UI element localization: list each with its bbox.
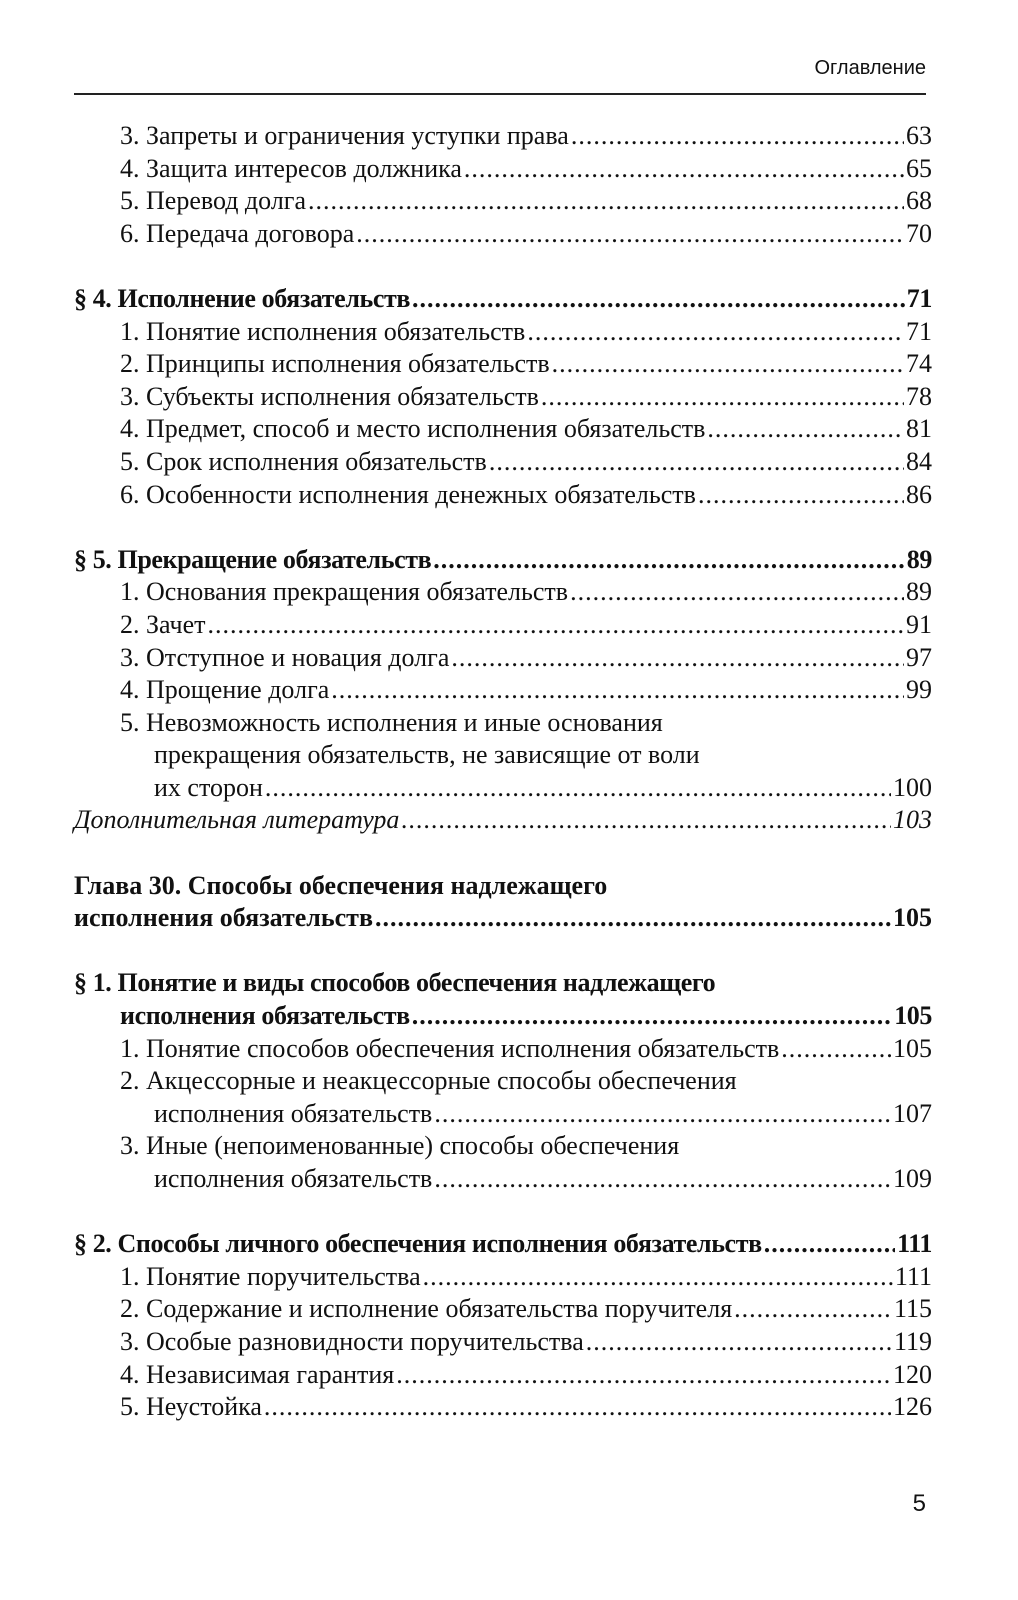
toc-section-title-cont: исполнения обязательств bbox=[120, 1001, 410, 1031]
toc-entry-page: 119 bbox=[893, 1326, 932, 1356]
toc-section-title: § 5. Прекращение обязательств bbox=[74, 544, 432, 574]
dot-leader bbox=[434, 1163, 891, 1196]
toc-entry[interactable] bbox=[74, 153, 932, 186]
toc-entry-page: 74 bbox=[906, 349, 932, 379]
toc-entry-label: 3. Субъекты исполнения обязательств bbox=[120, 381, 539, 411]
toc-section-heading[interactable] bbox=[74, 283, 932, 316]
toc-entry[interactable] bbox=[74, 1293, 932, 1326]
toc-entry-page: 81 bbox=[906, 414, 932, 444]
toc-entry-page: 65 bbox=[906, 153, 932, 183]
toc-section-page: 71 bbox=[906, 283, 932, 313]
toc-entry-label: 4. Предмет, способ и место исполнения обязательств bbox=[120, 414, 706, 444]
toc-entry-page: 109 bbox=[893, 1164, 932, 1193]
toc-literature[interactable] bbox=[74, 804, 932, 837]
toc-entry-page: 105 bbox=[893, 1033, 932, 1063]
toc-section-page: 111 bbox=[897, 1229, 932, 1259]
toc-literature-label: Дополнительная литература bbox=[74, 805, 400, 835]
spacer bbox=[74, 250, 932, 283]
toc-section-title: § 4. Исполнение обязательств bbox=[74, 283, 411, 313]
dot-leader bbox=[552, 348, 904, 381]
toc-section-heading[interactable] bbox=[74, 1000, 932, 1033]
toc-section-title: § 2. Способы личного обеспечения исполнения обязательств bbox=[74, 1229, 762, 1259]
toc-entry-page: 86 bbox=[906, 479, 932, 509]
toc-entry[interactable] bbox=[74, 1261, 932, 1294]
toc-entry-page: 71 bbox=[906, 316, 932, 346]
dot-leader bbox=[412, 283, 905, 316]
toc-entry-label: 6. Особенности исполнения денежных обязательств bbox=[120, 479, 696, 509]
toc-entry-label: 1. Понятие исполнения обязательств bbox=[120, 316, 526, 346]
toc-entry[interactable] bbox=[74, 609, 932, 642]
toc-entry-page: 111 bbox=[894, 1261, 932, 1291]
toc-entry-label: 3. Запреты и ограничения уступки права bbox=[120, 121, 569, 150]
toc-entry-label: 4. Независимая гарантия bbox=[120, 1359, 395, 1389]
dot-leader bbox=[707, 413, 904, 446]
toc-entry-page: 91 bbox=[906, 609, 932, 639]
toc-entry[interactable] bbox=[74, 1359, 932, 1392]
toc-entry-label: исполнения обязательств bbox=[154, 1098, 433, 1128]
toc-entry[interactable] bbox=[74, 479, 932, 512]
toc-entry[interactable] bbox=[74, 674, 932, 707]
toc-entry-page: 120 bbox=[893, 1359, 932, 1389]
dot-leader bbox=[433, 544, 905, 577]
toc-entry-line: 5. Невозможность исполнения и иные основания bbox=[120, 707, 663, 737]
toc-entry[interactable] bbox=[74, 1098, 932, 1131]
toc-entry-label: 2. Принципы исполнения обязательств bbox=[120, 349, 550, 379]
toc-entry-page: 68 bbox=[906, 186, 932, 216]
table-of-contents bbox=[74, 120, 932, 1424]
toc-entry-label: 4. Защита интересов должника bbox=[120, 153, 462, 183]
dot-leader bbox=[208, 609, 904, 642]
spacer bbox=[74, 837, 932, 870]
toc-entry-label: 1. Понятие поручительства bbox=[120, 1261, 421, 1291]
toc-entry-page: 78 bbox=[906, 381, 932, 411]
toc-section-title: § 1. Понятие и виды способов обеспечения надлежащего bbox=[74, 968, 716, 998]
spacer bbox=[74, 1196, 932, 1229]
toc-entry-page: 97 bbox=[906, 642, 932, 672]
toc-entry-page: 99 bbox=[906, 675, 932, 705]
toc-entry[interactable] bbox=[74, 185, 932, 218]
page-number: 5 bbox=[912, 1490, 926, 1517]
toc-entry-page: 70 bbox=[906, 218, 932, 248]
toc-entry-label: исполнения обязательств bbox=[154, 1164, 433, 1193]
toc-entry-label: 5. Неустойка bbox=[120, 1392, 262, 1422]
dot-leader bbox=[781, 1033, 891, 1066]
toc-entry[interactable] bbox=[74, 413, 932, 446]
toc-entry-page: 100 bbox=[893, 772, 932, 802]
toc-entry-page: 84 bbox=[906, 446, 932, 476]
running-header-title: Оглавление bbox=[814, 57, 926, 79]
toc-entry-label: 5. Срок исполнения обязательств bbox=[120, 446, 487, 476]
toc-entry[interactable] bbox=[74, 218, 932, 251]
dot-leader bbox=[570, 576, 904, 609]
toc-entry-page: 115 bbox=[893, 1294, 932, 1324]
dot-leader bbox=[265, 772, 891, 805]
toc-chapter-page: 105 bbox=[893, 903, 932, 933]
toc-entry-label: 2. Зачет bbox=[120, 609, 206, 639]
toc-chapter-title-cont: исполнения обязательств bbox=[74, 903, 373, 933]
dot-leader bbox=[401, 804, 891, 837]
toc-entry-label: 4. Прощение долга bbox=[120, 675, 330, 705]
toc-entry-line: прекращения обязательств, не зависящие от воли bbox=[154, 740, 700, 770]
dot-leader bbox=[412, 1000, 892, 1033]
spacer bbox=[74, 935, 932, 968]
dot-leader bbox=[356, 218, 904, 251]
toc-entry-label: 6. Передача договора bbox=[120, 218, 355, 248]
toc-entry-label: 1. Понятие способов обеспечения исполнения обязательств bbox=[120, 1033, 780, 1063]
dot-leader bbox=[541, 381, 904, 414]
toc-section-heading[interactable] bbox=[74, 1228, 932, 1261]
toc-entry-page: 107 bbox=[893, 1098, 932, 1128]
toc-entry[interactable] bbox=[74, 381, 932, 414]
toc-entry[interactable] bbox=[74, 1163, 932, 1196]
toc-entry-line: 2. Акцессорные и неакцессорные способы обеспечения bbox=[120, 1066, 737, 1096]
toc-entry[interactable] bbox=[74, 316, 932, 349]
toc-section-page: 89 bbox=[906, 544, 932, 574]
dot-leader bbox=[331, 674, 904, 707]
dot-leader bbox=[489, 446, 904, 479]
dot-leader bbox=[698, 479, 904, 512]
toc-entry-label: 5. Перевод долга bbox=[120, 186, 306, 216]
toc-entry[interactable] bbox=[74, 1391, 932, 1424]
toc-entry[interactable] bbox=[74, 1326, 932, 1359]
toc-entry-page: 89 bbox=[906, 577, 932, 607]
dot-leader bbox=[434, 1098, 891, 1131]
dot-leader bbox=[396, 1359, 891, 1392]
toc-literature-page: 103 bbox=[893, 805, 932, 835]
toc-chapter-title: Глава 30. Способы обеспечения надлежащего bbox=[74, 870, 608, 900]
toc-entry[interactable] bbox=[74, 120, 932, 153]
toc-entry[interactable] bbox=[74, 348, 932, 381]
dot-leader bbox=[571, 120, 904, 153]
dot-leader bbox=[264, 1391, 891, 1424]
dot-leader bbox=[308, 185, 904, 218]
toc-chapter-heading[interactable] bbox=[74, 902, 932, 935]
dot-leader bbox=[734, 1293, 892, 1326]
spacer bbox=[74, 511, 932, 544]
toc-entry-page: 126 bbox=[893, 1392, 932, 1422]
toc-section-heading[interactable] bbox=[74, 544, 932, 577]
dot-leader bbox=[423, 1261, 893, 1294]
dot-leader bbox=[375, 902, 891, 935]
running-header bbox=[74, 55, 926, 95]
toc-entry-label: 3. Отступное и новация долга bbox=[120, 642, 450, 672]
toc-entry[interactable] bbox=[74, 446, 932, 479]
toc-section-page: 105 bbox=[894, 1001, 932, 1031]
toc-entry-label: 1. Основания прекращения обязательств bbox=[120, 577, 569, 607]
toc-entry-label: 2. Содержание и исполнение обязательства поручителя bbox=[120, 1294, 733, 1324]
dot-leader bbox=[764, 1228, 895, 1261]
toc-entry-page: 63 bbox=[906, 121, 932, 150]
dot-leader bbox=[527, 316, 904, 349]
toc-entry-line: 3. Иные (непоименованные) способы обеспечения bbox=[120, 1131, 680, 1161]
toc-entry[interactable] bbox=[74, 642, 932, 675]
dot-leader bbox=[586, 1326, 892, 1359]
dot-leader bbox=[451, 642, 904, 675]
toc-entry-label: их сторон bbox=[154, 772, 263, 802]
dot-leader bbox=[464, 153, 904, 186]
toc-entry[interactable] bbox=[74, 576, 932, 609]
toc-entry[interactable] bbox=[74, 1033, 932, 1066]
toc-entry-label: 3. Особые разновидности поручительства bbox=[120, 1326, 584, 1356]
toc-entry[interactable] bbox=[74, 772, 932, 805]
